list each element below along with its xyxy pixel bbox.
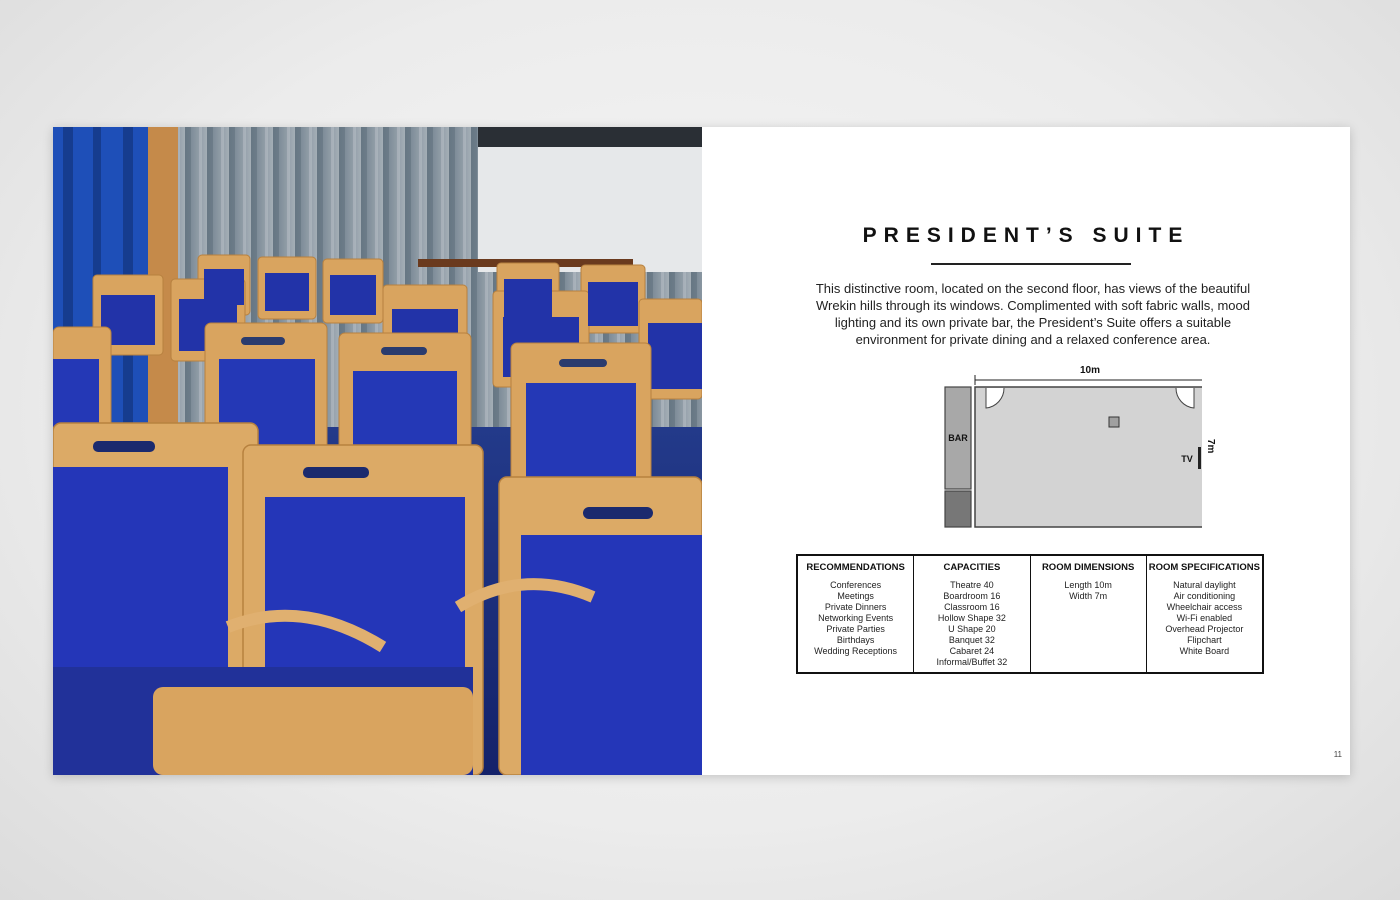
list-item: Networking Events bbox=[818, 613, 894, 623]
room-outline bbox=[975, 387, 1202, 527]
tv-icon bbox=[1198, 447, 1201, 469]
room-info-table bbox=[796, 554, 1264, 674]
text-page bbox=[702, 127, 1350, 775]
list-item: U Shape 20 bbox=[948, 624, 996, 634]
list-item: Natural daylight bbox=[1173, 580, 1236, 590]
column-heading: CAPACITIES bbox=[943, 562, 1001, 573]
room-dimensions-column bbox=[1031, 556, 1147, 672]
list-item: Air conditioning bbox=[1173, 591, 1236, 601]
bar-store bbox=[945, 491, 971, 527]
list-item: Banquet 32 bbox=[948, 635, 995, 645]
recommendations-column bbox=[798, 556, 914, 672]
title-divider bbox=[931, 263, 1131, 265]
list-item: Width 7m bbox=[1069, 591, 1108, 601]
list-item: Wheelchair access bbox=[1166, 602, 1243, 612]
column-heading: RECOMMENDATIONS bbox=[806, 562, 905, 573]
tv-label: TV bbox=[1181, 454, 1193, 464]
width-label: 10m bbox=[1079, 365, 1101, 376]
list-item: Theatre 40 bbox=[950, 580, 994, 590]
list-item: Wi-Fi enabled bbox=[1176, 613, 1233, 623]
list-item: Overhead Projector bbox=[1165, 624, 1244, 634]
list-item: Private Parties bbox=[826, 624, 885, 634]
height-label: 7m bbox=[1205, 439, 1216, 454]
list-item: White Board bbox=[1179, 646, 1230, 656]
floor-plan bbox=[882, 359, 1202, 539]
list-item: Hollow Shape 32 bbox=[937, 613, 1006, 623]
page-title: PRESIDENT’S SUITE bbox=[862, 224, 1190, 247]
list-item: Flipchart bbox=[1187, 635, 1222, 645]
list-item: Cabaret 24 bbox=[949, 646, 995, 656]
list-item: Informal/Buffet 32 bbox=[936, 657, 1008, 667]
list-item: Classroom 16 bbox=[944, 602, 1000, 612]
room-description: This distinctive room, located on the second floor, has views of the beautiful Wrekin hills through its windows. Complimented with soft fabric walls, mood lighting and its own private bar, the President’s Suite offers a suitable environment for private dining and a relaxed conference area. bbox=[815, 281, 1251, 347]
list-item: Conferences bbox=[830, 580, 882, 590]
brochure-spread bbox=[53, 127, 1350, 775]
page-number: 11 bbox=[1333, 750, 1342, 759]
list-item: Boardroom 16 bbox=[943, 591, 1001, 601]
room-specifications-column bbox=[1147, 556, 1262, 672]
capacities-column bbox=[914, 556, 1030, 672]
chairs-photo-illustration bbox=[53, 127, 702, 775]
list-item: Meetings bbox=[837, 591, 874, 601]
list-item: Private Dinners bbox=[824, 602, 887, 612]
list-item: Birthdays bbox=[836, 635, 875, 645]
list-item: Wedding Receptions bbox=[814, 646, 898, 656]
column-heading: ROOM SPECIFICATIONS bbox=[1148, 562, 1260, 573]
column-heading: ROOM DIMENSIONS bbox=[1041, 562, 1135, 573]
bar-label: BAR bbox=[948, 433, 968, 443]
room-photo bbox=[53, 127, 702, 775]
list-item: Length 10m bbox=[1064, 580, 1112, 590]
projector-icon bbox=[1109, 417, 1119, 427]
